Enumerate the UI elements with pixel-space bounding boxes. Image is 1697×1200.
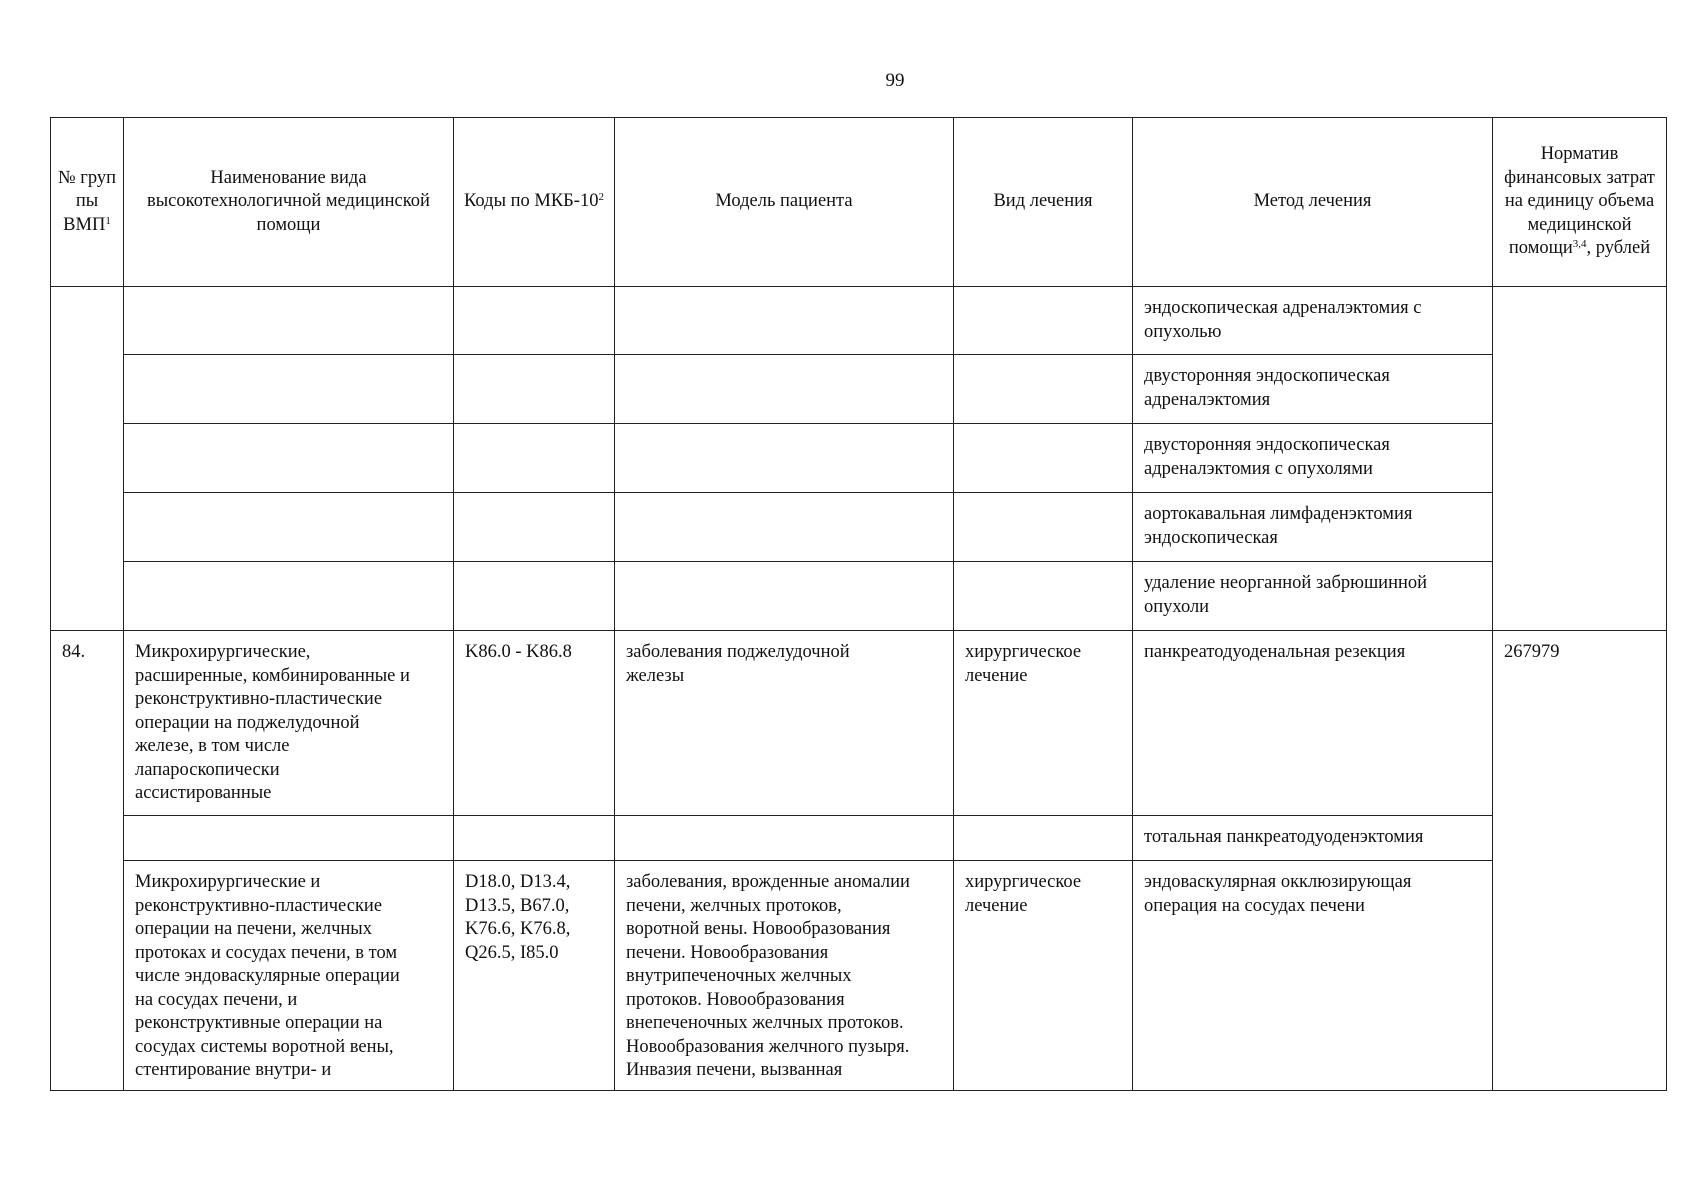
empty-cell <box>1493 287 1667 631</box>
table-row <box>51 816 1667 861</box>
table-row <box>51 562 1667 631</box>
header-codes: Коды по МКБ-$10^2$ <box>454 118 615 287</box>
model-cell: заболевания поджелудочной железы <box>615 631 954 816</box>
method-cell: двусторонняя эндоскопическая адреналэктомия с опухолями <box>1133 424 1493 493</box>
header-model: Модель пациента <box>615 118 954 287</box>
table-row <box>51 355 1667 424</box>
model-cell: заболевания, врожденные аномалии печени, желчных протоков, воротной вены. Новообразования печени. Новообразования внутрипеченочных желчных протоков. Новообразования внепеченочных желчных протоков. Новообразования желчного пузыря. Инвазия печени, вызванная <box>615 861 954 1091</box>
norm-cell: 267979 <box>1493 631 1667 1091</box>
method-cell: панкреатодуоденальная резекция <box>1133 631 1493 816</box>
method-cell: удаление неорганной забрюшинной опухоли <box>1133 562 1493 631</box>
treatment-cell: хирургическое лечение <box>954 631 1133 816</box>
header-method: Метод лечения <box>1133 118 1493 287</box>
table-row <box>51 493 1667 562</box>
vmp-name-cell: Микрохирургические и реконструктивно-пластические операции на печени, желчных протоках и сосудах печени, в том числе эндоваскулярные операции на сосудах печени, и реконструктивные операции на сосудах системы воротной вены, стентирование внутри- и <box>124 861 454 1091</box>
page-number: 99 <box>885 70 905 91</box>
method-cell: аортокавальная лимфаденэктомия эндоскопическая <box>1133 493 1493 562</box>
method-cell: тотальная панкреатодуоденэктомия <box>1133 816 1493 861</box>
method-cell: эндоскопическая адреналэктомия с опухолью <box>1133 287 1493 355</box>
vmp-name-cell: Микрохирургические, расширенные, комбинированные и реконструктивно-пластические операции на поджелудочной железе, в том числе лапароскопически ассистированные <box>124 631 454 816</box>
table-row <box>51 631 1667 816</box>
header-row <box>51 118 1667 287</box>
header-norm: Норматив финансовых затрат на единицу объема медицинской помощи$^{3,4}$, рублей <box>1493 118 1667 287</box>
header-group-number: № груп пы ВМП$^1$ <box>51 118 124 287</box>
table-row <box>51 424 1667 493</box>
table-row <box>51 861 1667 1091</box>
empty-cell <box>51 287 124 631</box>
treatment-cell: хирургическое лечение <box>954 861 1133 1091</box>
table-row <box>51 287 1667 355</box>
method-cell: двусторонняя эндоскопическая адреналэктомия <box>1133 355 1493 424</box>
group-number: 84. <box>51 631 124 1091</box>
codes-cell: K86.0 - K86.8 <box>454 631 615 816</box>
method-cell: эндоваскулярная окклюзирующая операция на сосудах печени <box>1133 861 1493 1091</box>
header-name: Наименование вида высокотехнологичной медицинской помощи <box>124 118 454 287</box>
header-treatment-type: Вид лечения <box>954 118 1133 287</box>
codes-cell: D18.0, D13.4, D13.5, B67.0, K76.6, K76.8, Q26.5, I85.0 <box>454 861 615 1091</box>
vmp-table <box>50 117 1667 1091</box>
